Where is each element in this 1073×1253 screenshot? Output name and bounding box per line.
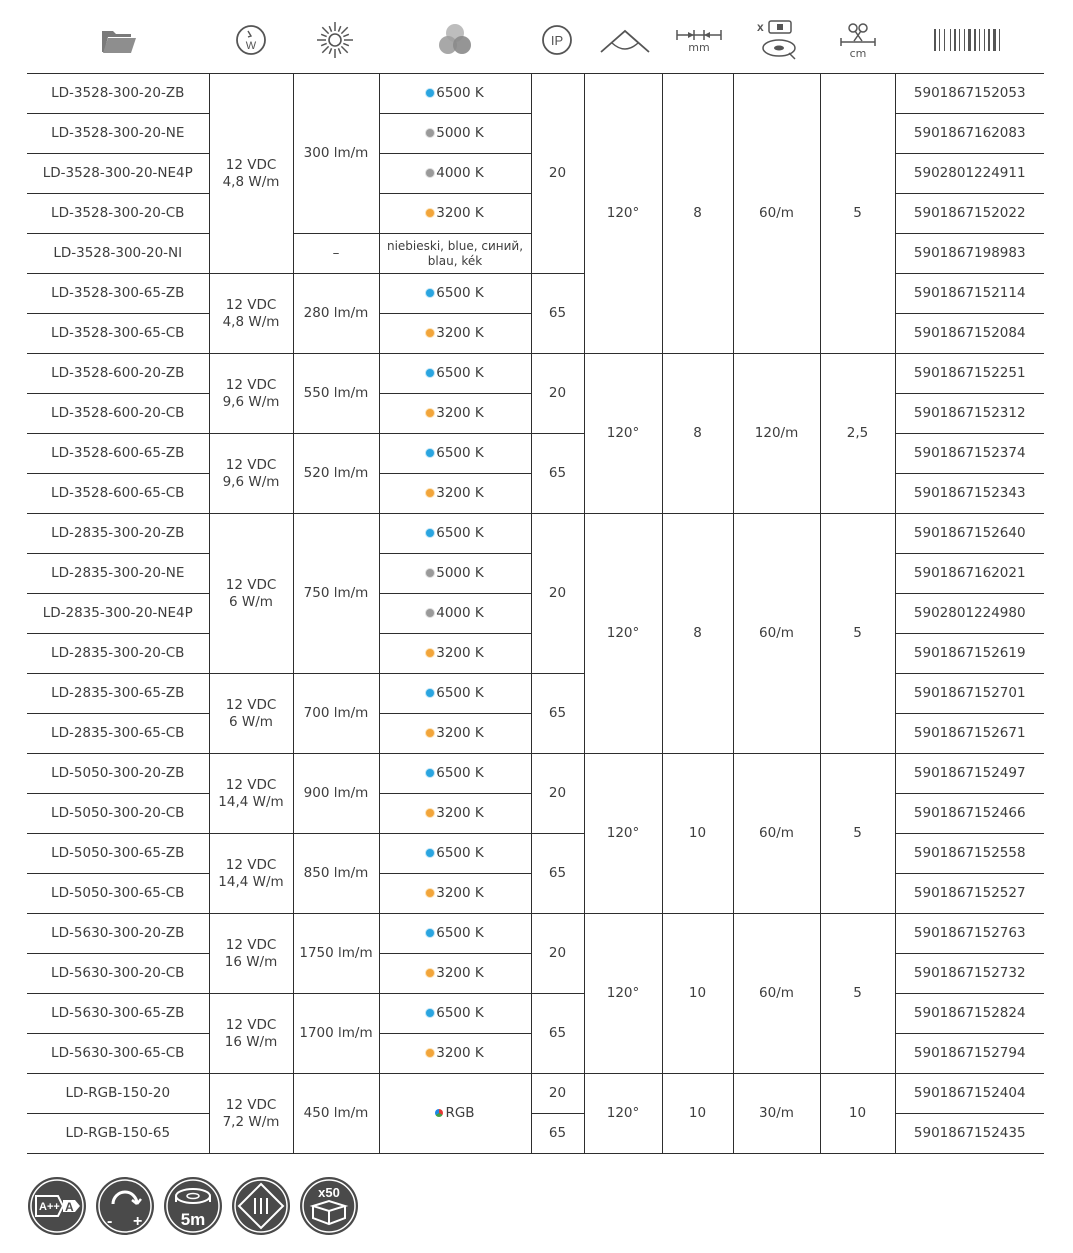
ip-cell: 20 [531,74,584,274]
model-cell: LD-5630-300-20-ZB [27,914,209,954]
color-temp-label: 3200 K [436,805,484,821]
lumen-cell: 450 lm/m [293,1074,379,1154]
lumen-cell: 1700 lm/m [293,994,379,1074]
color-temp-label: 4000 K [436,605,484,621]
color-dot-icon [426,329,434,337]
angle-cell: 120° [584,514,662,754]
color-dot-icon [426,969,434,977]
svg-text:+: + [133,1213,143,1230]
color-dot-icon [426,569,434,577]
color-temp-label: 3200 K [436,485,484,501]
color-temp-label: 3200 K [436,885,484,901]
table-row [27,1074,1044,1114]
ip-cell: 65 [531,674,584,754]
svg-text:5m: 5m [180,1210,206,1229]
folder-icon [97,12,141,68]
package-quantity-icon [299,1176,359,1236]
color-temp-label: 3200 K [436,645,484,661]
model-cell: LD-2835-300-20-CB [27,634,209,674]
angle-cell: 120° [584,1074,662,1154]
color-temp-cell [379,834,531,874]
ean-cell: 5901867198983 [895,234,1044,274]
power-cell: 12 VDC 4,8 W/m [209,74,293,274]
color-temp-label: 4000 K [436,165,484,181]
svg-text:W: W [245,40,257,52]
ean-cell: 5901867152404 [895,1074,1044,1114]
model-cell: LD-5630-300-65-CB [27,1034,209,1074]
ip-cell: 20 [531,354,584,434]
ean-cell: 5901867162083 [895,114,1044,154]
color-dot-icon [426,449,434,457]
ean-cell: 5901867152466 [895,794,1044,834]
ip-cell: 65 [531,834,584,914]
width-cell: 10 [662,754,733,914]
ean-cell: 5901867152763 [895,914,1044,954]
svg-text:x: x [757,20,764,34]
color-temp-label: 6500 K [436,285,484,301]
lumen-cell: 850 lm/m [293,834,379,914]
power-cell: 12 VDC 7,2 W/m [209,1074,293,1154]
class-iii-icon [231,1176,291,1236]
color-temp-label: 6500 K [436,525,484,541]
color-temp-label: 3200 K [436,325,484,341]
power-cell: 12 VDC 16 W/m [209,994,293,1074]
color-dot-icon [426,89,434,97]
color-temp-label: 6500 K [436,685,484,701]
ean-cell: 5902801224911 [895,154,1044,194]
model-cell: LD-2835-300-65-ZB [27,674,209,714]
power-cell: 12 VDC 9,6 W/m [209,354,293,434]
power-cell: 12 VDC 14,4 W/m [209,834,293,914]
svg-text:x50: x50 [318,1185,340,1200]
reel-length-icon [163,1176,223,1236]
color-temp-label: 6500 K [436,445,484,461]
color-dot-icon [426,129,434,137]
color-temp-cell [379,914,531,954]
model-cell: LD-3528-300-20-NE4P [27,154,209,194]
color-temp-label: 3200 K [436,1045,484,1061]
table-row [27,914,1044,954]
color-temp-cell [379,674,531,714]
lumen-cell: 280 lm/m [293,274,379,354]
ean-cell: 5901867152114 [895,274,1044,314]
table-row [27,354,1044,394]
power-watt-icon [231,12,271,68]
model-cell: LD-2835-300-20-ZB [27,514,209,554]
ip-cell: 20 [531,754,584,834]
color-temp-label: 5000 K [436,125,484,141]
ean-cell: 5901867152619 [895,634,1044,674]
color-dot-icon [426,729,434,737]
color-temp-label: 3200 K [436,725,484,741]
width-cell: 8 [662,514,733,754]
ean-cell: 5901867152084 [895,314,1044,354]
color-temp-label: 6500 K [436,1005,484,1021]
dimmable-icon [95,1176,155,1236]
product-spec-table [27,73,1044,1154]
color-temp-cell [379,314,531,354]
ean-cell: 5901867152251 [895,354,1044,394]
energy-class-icon [27,1176,87,1236]
color-temp-cell [379,114,531,154]
ean-cell: 5902801224980 [895,594,1044,634]
color-dot-icon [426,289,434,297]
ean-cell: 5901867152558 [895,834,1044,874]
leds-cell: 120/m [733,354,820,514]
cut-cell: 5 [820,914,895,1074]
color-temp-label: 5000 K [436,565,484,581]
ean-cell: 5901867152527 [895,874,1044,914]
color-temp-label: 6500 K [436,765,484,781]
lumen-cell: 550 lm/m [293,354,379,434]
cut-cell: 5 [820,74,895,354]
color-temp-label: 6500 K [436,85,484,101]
ip-cell: 65 [531,1114,584,1154]
color-temp-cell [379,194,531,234]
model-cell: LD-RGB-150-20 [27,1074,209,1114]
ean-cell: 5901867152053 [895,74,1044,114]
color-dot-icon [426,409,434,417]
angle-cell: 120° [584,74,662,354]
leds-cell: 60/m [733,914,820,1074]
color-temp-cell [379,794,531,834]
color-dot-icon [426,889,434,897]
color-temp-cell [379,954,531,994]
model-cell: LD-3528-600-65-CB [27,474,209,514]
angle-cell: 120° [584,754,662,914]
power-cell: 12 VDC 9,6 W/m [209,434,293,514]
ip-cell: 65 [531,994,584,1074]
table-row [27,74,1044,114]
color-temp-cell [379,994,531,1034]
width-cell: 10 [662,1074,733,1154]
model-cell: LD-2835-300-20-NE4P [27,594,209,634]
model-cell: LD-5630-300-65-ZB [27,994,209,1034]
cut-cell: 5 [820,754,895,914]
lumen-cell: – [293,234,379,274]
color-dot-icon [426,1009,434,1017]
power-cell: 12 VDC 6 W/m [209,514,293,674]
lumen-cell: 520 lm/m [293,434,379,514]
ip-cell: 20 [531,914,584,994]
color-temp-cell [379,554,531,594]
svg-text:A++: A++ [39,1201,60,1213]
color-circles-icon [431,12,479,68]
color-dot-icon [426,809,434,817]
model-cell: LD-RGB-150-65 [27,1114,209,1154]
model-cell: LD-5050-300-20-CB [27,794,209,834]
color-temp-cell [379,154,531,194]
lumen-cell: 750 lm/m [293,514,379,674]
width-cell: 8 [662,74,733,354]
power-cell: 12 VDC 4,8 W/m [209,274,293,354]
color-temp-label: 6500 K [436,365,484,381]
leds-cell: 30/m [733,1074,820,1154]
model-cell: LD-3528-300-20-ZB [27,74,209,114]
color-temp-cell [379,594,531,634]
color-dot-icon [426,369,434,377]
svg-text:A: A [65,1200,74,1214]
barcode-icon [931,12,1007,68]
model-cell: LD-2835-300-65-CB [27,714,209,754]
table-row [27,514,1044,554]
ip-cell: 65 [531,274,584,354]
ip-cell: 20 [531,1074,584,1114]
power-cell: 12 VDC 6 W/m [209,674,293,754]
table-row [27,754,1044,794]
ean-cell: 5901867152435 [895,1114,1044,1154]
color-temp-label: 3200 K [436,205,484,221]
ean-cell: 5901867152640 [895,514,1044,554]
color-dot-icon [426,209,434,217]
model-cell: LD-3528-600-20-ZB [27,354,209,394]
color-dot-icon [426,489,434,497]
power-cell: 12 VDC 16 W/m [209,914,293,994]
model-cell: LD-5050-300-65-CB [27,874,209,914]
ean-cell: 5901867152343 [895,474,1044,514]
model-cell: LD-3528-600-20-CB [27,394,209,434]
lumen-cell: 900 lm/m [293,754,379,834]
ean-cell: 5901867152671 [895,714,1044,754]
ean-cell: 5901867152497 [895,754,1044,794]
ean-cell: 5901867162021 [895,554,1044,594]
leds-cell: 60/m [733,754,820,914]
color-dot-icon [426,929,434,937]
model-cell: LD-3528-300-20-CB [27,194,209,234]
ean-cell: 5901867152312 [895,394,1044,434]
model-cell: LD-3528-300-20-NI [27,234,209,274]
color-temp-cell [379,754,531,794]
ip-rating-icon [539,12,575,68]
cut-cell: 2,5 [820,354,895,514]
color-dot-icon [426,649,434,657]
model-cell: LD-5050-300-65-ZB [27,834,209,874]
model-cell: LD-3528-300-20-NE [27,114,209,154]
lumen-cell: 300 lm/m [293,74,379,234]
color-temp-cell [379,514,531,554]
color-dot-icon [426,849,434,857]
model-cell: LD-5630-300-20-CB [27,954,209,994]
color-dot-icon [426,769,434,777]
ip-cell: 20 [531,514,584,674]
ip-cell: 65 [531,434,584,514]
color-temp-label: 3200 K [436,405,484,421]
power-cell: 12 VDC 14,4 W/m [209,754,293,834]
model-cell: LD-3528-300-65-CB [27,314,209,354]
color-temp-label: 6500 K [436,925,484,941]
ean-cell: 5901867152022 [895,194,1044,234]
ean-cell: 5901867152732 [895,954,1044,994]
feature-badges [27,1176,367,1240]
model-cell: LD-3528-600-65-ZB [27,434,209,474]
ean-cell: 5901867152701 [895,674,1044,714]
model-cell: LD-3528-300-65-ZB [27,274,209,314]
color-temp-label: niebieski, blue, синий, blau, kék [386,238,524,268]
ean-cell: 5901867152824 [895,994,1044,1034]
color-dot-icon [426,169,434,177]
brightness-icon [313,12,357,68]
color-temp-cell [379,354,531,394]
color-dot-icon [426,609,434,617]
color-temp-cell [379,74,531,114]
color-temp-cell [379,234,531,274]
cut-cell: 10 [820,1074,895,1154]
svg-text:IP: IP [550,33,564,48]
color-temp-cell [379,714,531,754]
table-header-icons [27,0,1044,73]
cut-length-icon: cm [835,12,881,68]
color-temp-cell [379,634,531,674]
color-temp-cell [379,874,531,914]
color-temp-cell [379,434,531,474]
width-mm-icon: mm [671,12,727,68]
width-cell: 10 [662,914,733,1074]
svg-text:-: - [107,1213,113,1230]
color-dot-icon [426,529,434,537]
color-dot-icon [426,1049,434,1057]
angle-cell: 120° [584,354,662,514]
ean-cell: 5901867152374 [895,434,1044,474]
model-cell: LD-5050-300-20-ZB [27,754,209,794]
color-temp-cell [379,394,531,434]
color-temp-cell [379,474,531,514]
cut-cell: 5 [820,514,895,754]
leds-cell: 60/m [733,74,820,354]
lumen-cell: 1750 lm/m [293,914,379,994]
color-temp-cell [379,1074,531,1154]
leds-cell: 60/m [733,514,820,754]
ean-cell: 5901867152794 [895,1034,1044,1074]
leds-per-meter-icon [753,12,803,68]
color-temp-cell [379,1034,531,1074]
color-temp-label: 6500 K [436,845,484,861]
color-temp-label: 3200 K [436,965,484,981]
beam-angle-icon [595,12,655,68]
width-cell: 8 [662,354,733,514]
lumen-cell: 700 lm/m [293,674,379,754]
color-temp-cell [379,274,531,314]
angle-cell: 120° [584,914,662,1074]
color-dot-icon [426,689,434,697]
color-temp-label: RGB [445,1105,475,1121]
rgb-dot-icon [435,1109,443,1117]
model-cell: LD-2835-300-20-NE [27,554,209,594]
